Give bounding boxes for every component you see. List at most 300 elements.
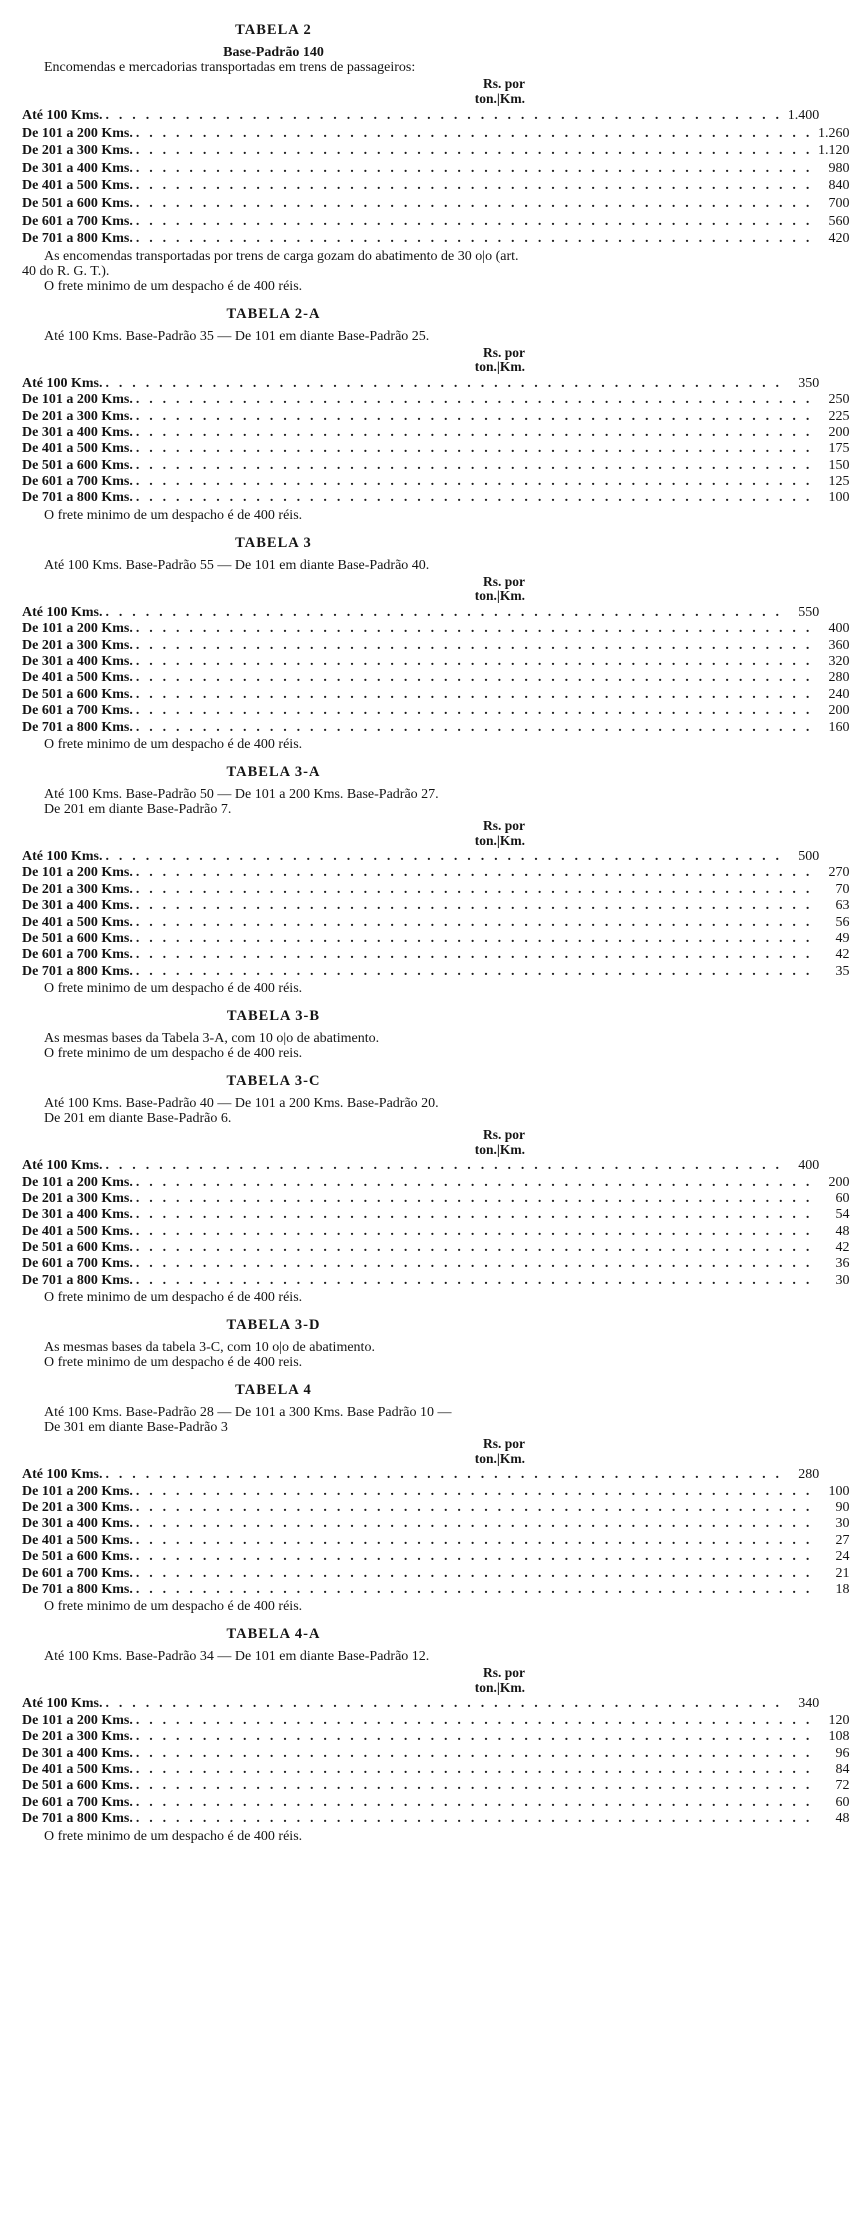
rate-row [22, 914, 850, 931]
intro-paragraph: De 201 em diante Base-Padrão 6. [44, 1111, 232, 1127]
dot-leader: . . . . . . . . . . . . . . . . . . . . . . . . . . . . . . . . . . . . . . . . . . . . . . . . . . . [135, 670, 813, 686]
distance-label: De 301 a 400 Kms. [22, 1516, 133, 1532]
rate-value: 1.120 [818, 143, 850, 159]
rate-header-line: Rs. por [482, 1436, 525, 1452]
rate-row [22, 947, 850, 963]
rate-row [22, 392, 850, 408]
rate-row [22, 1532, 850, 1549]
distance-label: De 201 a 300 Kms. [22, 408, 133, 424]
rate-row [22, 1712, 850, 1729]
dot-leader: . . . . . . . . . . . . . . . . . . . . . . . . . . . . . . . . . . . . . . . . . . . . . . . . . . . [135, 457, 813, 473]
distance-label: De 401 a 500 Kms. [22, 178, 133, 194]
rate-row [22, 865, 850, 881]
rate-row [22, 474, 850, 490]
rate-value: 280 [798, 1467, 820, 1483]
distance-label: De 701 a 800 Kms. [22, 231, 133, 247]
dot-leader: . . . . . . . . . . . . . . . . . . . . . . . . . . . . . . . . . . . . . . . . . . . . . . . . . . . [135, 654, 813, 670]
rate-value: 18 [835, 1581, 850, 1597]
dot-leader: . . . . . . . . . . . . . . . . . . . . . . . . . . . . . . . . . . . . . . . . . . . . . . . . . . . [135, 686, 813, 702]
rate-row [22, 1158, 820, 1174]
rate-value: 96 [835, 1745, 850, 1761]
rate-value: 350 [798, 375, 820, 391]
rate-row [22, 1190, 850, 1207]
dot-leader: . . . . . . . . . . . . . . . . . . . . . . . . . . . . . . . . . . . . . . . . . . . . . . . . . . . [135, 178, 813, 194]
rate-column-header [22, 1437, 525, 1466]
rate-value: 36 [835, 1256, 850, 1272]
dot-leader: . . . . . . . . . . . . . . . . . . . . . . . . . . . . . . . . . . . . . . . . . . . . . . . . . . . [135, 703, 813, 719]
rate-value: 280 [828, 670, 850, 686]
rate-value: 270 [828, 865, 850, 881]
rate-value: 700 [828, 195, 850, 211]
distance-label: De 301 a 400 Kms. [22, 160, 133, 176]
rate-column-header [22, 575, 525, 604]
table-title: TABELA 4-A [226, 1626, 321, 1643]
rate-value: 160 [828, 719, 850, 735]
dot-leader: . . . . . . . . . . . . . . . . . . . . . . . . . . . . . . . . . . . . . . . . . . . . . . . . . . . [135, 1500, 813, 1516]
rate-value: 200 [828, 424, 850, 440]
intro-paragraph: Até 100 Kms. Base-Padrão 34 — De 101 em diante Base-Padrão 12. [44, 1649, 430, 1665]
distance-label: De 501 a 600 Kms. [22, 195, 133, 211]
dot-leader: . . . . . . . . . . . . . . . . . . . . . . . . . . . . . . . . . . . . . . . . . . . . . . . . . . . [105, 1467, 783, 1483]
rate-value: 500 [798, 849, 820, 864]
footnote: O frete minimo de um despacho é de 400 réis. [44, 981, 303, 997]
dot-leader: . . . . . . . . . . . . . . . . . . . . . . . . . . . . . . . . . . . . . . . . . . . . . . . . . . . [135, 1549, 813, 1565]
intro-paragraph: Até 100 Kms. Base-Padrão 35 — De 101 em diante Base-Padrão 25. [44, 328, 430, 344]
distance-label: De 201 a 300 Kms. [22, 143, 133, 159]
rate-value: 240 [828, 686, 850, 702]
distance-label: De 701 a 800 Kms. [22, 1811, 133, 1827]
rate-value: 550 [798, 604, 820, 620]
dot-leader: . . . . . . . . . . . . . . . . . . . . . . . . . . . . . . . . . . . . . . . . . . . . . . . . . . . [135, 1745, 813, 1761]
table-title: TABELA 3-D [226, 1317, 321, 1334]
rate-value: 200 [828, 703, 850, 719]
dot-leader: . . . . . . . . . . . . . . . . . . . . . . . . . . . . . . . . . . . . . . . . . . . . . . . . . . . [105, 1158, 783, 1174]
distance-label: De 401 a 500 Kms. [22, 1761, 133, 1777]
rate-header-line: Rs. por [482, 573, 525, 589]
rate-row [22, 703, 850, 719]
dot-leader: . . . . . . . . . . . . . . . . . . . . . . . . . . . . . . . . . . . . . . . . . . . . . . . . . . . [135, 1532, 813, 1548]
footnote: O frete minimo de um despacho é de 400 réis. [44, 507, 303, 523]
rate-value: 360 [828, 637, 850, 653]
rate-row [22, 1745, 850, 1762]
rate-row [22, 1761, 850, 1778]
distance-label: De 301 a 400 Kms. [22, 654, 133, 670]
intro-paragraph: De 201 em diante Base-Padrão 7. [44, 802, 232, 817]
distance-label: De 301 a 400 Kms. [22, 1207, 133, 1223]
rate-value: 27 [835, 1532, 850, 1548]
dot-leader: . . . . . . . . . . . . . . . . . . . . . . . . . . . . . . . . . . . . . . . . . . . . . . . . . . . [135, 1207, 813, 1223]
dot-leader: . . . . . . . . . . . . . . . . . . . . . . . . . . . . . . . . . . . . . . . . . . . . . . . . . . . [135, 125, 813, 141]
rate-row [22, 1207, 850, 1223]
rate-value: 175 [828, 441, 850, 457]
dot-leader: . . . . . . . . . . . . . . . . . . . . . . . . . . . . . . . . . . . . . . . . . . . . . . . . . . . [135, 1778, 813, 1794]
distance-label: De 601 a 700 Kms. [22, 947, 133, 963]
rate-value: 30 [835, 1516, 850, 1532]
rate-column-header [22, 1128, 525, 1157]
rate-row [22, 1696, 820, 1712]
table-title: TABELA 3 [235, 534, 312, 551]
distance-label: De 501 a 600 Kms. [22, 1778, 133, 1794]
rate-value: 840 [828, 178, 850, 194]
rate-row [22, 441, 850, 457]
rate-header-line: ton.|Km. [474, 1679, 525, 1695]
rate-row [22, 424, 850, 441]
distance-label: De 401 a 500 Kms. [22, 914, 133, 930]
table-section [22, 764, 850, 997]
distance-label: De 201 a 300 Kms. [22, 1729, 133, 1745]
rate-row [22, 1729, 850, 1745]
rate-header-line: Rs. por [482, 344, 525, 360]
footnote: O frete minimo de um despacho é de 400 réis. [44, 1290, 303, 1306]
rate-value: 24 [835, 1549, 850, 1565]
distance-label: De 101 a 200 Kms. [22, 392, 133, 408]
distance-label: De 601 a 700 Kms. [22, 474, 133, 490]
distance-label: De 501 a 600 Kms. [22, 457, 133, 473]
intro-paragraph: As mesmas bases da Tabela 3-A, com 10 o|o de abatimento. [44, 1031, 380, 1047]
rate-row [22, 457, 850, 474]
footnote: O frete minimo de um despacho é de 400 réis. [44, 1828, 303, 1844]
rate-row [22, 1272, 850, 1289]
rate-value: 225 [828, 408, 850, 424]
dot-leader: . . . . . . . . . . . . . . . . . . . . . . . . . . . . . . . . . . . . . . . . . . . . . . . . . . . [135, 1223, 813, 1239]
dot-leader: . . . . . . . . . . . . . . . . . . . . . . . . . . . . . . . . . . . . . . . . . . . . . . . . . . . [135, 143, 813, 159]
dot-leader: . . . . . . . . . . . . . . . . . . . . . . . . . . . . . . . . . . . . . . . . . . . . . . . . . . . [135, 1190, 813, 1206]
rate-row [22, 1565, 850, 1582]
dot-leader: . . . . . . . . . . . . . . . . . . . . . . . . . . . . . . . . . . . . . . . . . . . . . . . . . . . [135, 424, 813, 440]
distance-label: De 601 a 700 Kms. [22, 1794, 133, 1810]
rate-row [22, 1581, 850, 1598]
distance-label: Até 100 Kms. [22, 1158, 103, 1174]
dot-leader: . . . . . . . . . . . . . . . . . . . . . . . . . . . . . . . . . . . . . . . . . . . . . . . . . . . [135, 947, 813, 963]
rate-header-line: ton.|Km. [474, 832, 525, 848]
dot-leader: . . . . . . . . . . . . . . . . . . . . . . . . . . . . . . . . . . . . . . . . . . . . . . . . . . . [135, 1483, 813, 1499]
dot-leader: . . . . . . . . . . . . . . . . . . . . . . . . . . . . . . . . . . . . . . . . . . . . . . . . . . . [135, 1240, 813, 1256]
table-section [22, 22, 850, 294]
intro-paragraph: Base-Padrão 140 [223, 45, 324, 60]
rate-column-header [22, 1666, 525, 1695]
rate-rows [22, 375, 850, 507]
dot-leader: . . . . . . . . . . . . . . . . . . . . . . . . . . . . . . . . . . . . . . . . . . . . . . . . . . . [105, 375, 783, 391]
table-title: TABELA 3-C [226, 1073, 321, 1090]
distance-label: De 701 a 800 Kms. [22, 963, 133, 979]
rate-value: 70 [835, 881, 850, 897]
rate-header-line: ton.|Km. [474, 90, 525, 106]
rate-row [22, 213, 850, 231]
distance-label: De 201 a 300 Kms. [22, 637, 133, 653]
notes-block [22, 1290, 525, 1305]
dot-leader: . . . . . . . . . . . . . . . . . . . . . . . . . . . . . . . . . . . . . . . . . . . . . . . . . . . [135, 865, 813, 881]
rate-row [22, 490, 850, 506]
rate-value: 49 [835, 930, 850, 946]
table-section [22, 305, 850, 523]
dot-leader: . . . . . . . . . . . . . . . . . . . . . . . . . . . . . . . . . . . . . . . . . . . . . . . . . . . [135, 213, 813, 229]
rate-row [22, 230, 850, 248]
distance-label: De 501 a 600 Kms. [22, 1549, 133, 1565]
rate-rows [22, 1467, 850, 1598]
distance-label: De 201 a 300 Kms. [22, 1190, 133, 1206]
distance-label: De 101 a 200 Kms. [22, 1174, 133, 1190]
rate-value: 42 [835, 1240, 850, 1256]
dot-leader: . . . . . . . . . . . . . . . . . . . . . . . . . . . . . . . . . . . . . . . . . . . . . . . . . . . [135, 231, 813, 247]
dot-leader: . . . . . . . . . . . . . . . . . . . . . . . . . . . . . . . . . . . . . . . . . . . . . . . . . . . [105, 108, 783, 123]
dot-leader: . . . . . . . . . . . . . . . . . . . . . . . . . . . . . . . . . . . . . . . . . . . . . . . . . . . [135, 392, 813, 408]
notes-block [22, 981, 525, 996]
table-section [22, 1073, 850, 1306]
rate-value: 90 [835, 1500, 850, 1516]
rate-row [22, 177, 850, 195]
footnote: O frete minimo de um despacho é de 400 réis. [44, 1599, 303, 1615]
distance-label: De 701 a 800 Kms. [22, 1272, 133, 1288]
rate-value: 35 [835, 963, 850, 979]
table-title: TABELA 4 [235, 1382, 312, 1399]
distance-label: Até 100 Kms. [22, 108, 103, 123]
rate-row [22, 930, 850, 947]
rate-row [22, 1256, 850, 1272]
dot-leader: . . . . . . . . . . . . . . . . . . . . . . . . . . . . . . . . . . . . . . . . . . . . . . . . . . . [135, 719, 813, 735]
table-section [22, 1626, 850, 1844]
rate-value: 21 [835, 1565, 850, 1581]
notes-block [22, 249, 525, 294]
intro-paragraph: O frete minimo de um despacho é de 400 reis. [44, 1355, 303, 1371]
table-title: TABELA 3-B [226, 1008, 321, 1025]
dot-leader: . . . . . . . . . . . . . . . . . . . . . . . . . . . . . . . . . . . . . . . . . . . . . . . . . . . [135, 160, 813, 176]
rate-row [22, 621, 850, 637]
intro-paragraph: Até 100 Kms. Base-Padrão 28 — De 101 a 300 Kms. Base Padrão 10 — [44, 1405, 452, 1421]
rate-value: 84 [835, 1761, 850, 1777]
rate-value: 60 [835, 1190, 850, 1206]
distance-label: De 301 a 400 Kms. [22, 1745, 133, 1761]
intro-paragraph: Até 100 Kms. Base-Padrão 40 — De 101 a 200 Kms. Base-Padrão 20. [44, 1096, 439, 1112]
rate-row [22, 1549, 850, 1565]
dot-leader: . . . . . . . . . . . . . . . . . . . . . . . . . . . . . . . . . . . . . . . . . . . . . . . . . . . [135, 195, 813, 211]
rate-rows [22, 849, 850, 980]
distance-label: De 601 a 700 Kms. [22, 1256, 133, 1272]
table-section [22, 1382, 850, 1615]
rate-header-line: Rs. por [482, 818, 525, 833]
rate-row [22, 1811, 850, 1827]
distance-label: De 701 a 800 Kms. [22, 490, 133, 506]
dot-leader: . . . . . . . . . . . . . . . . . . . . . . . . . . . . . . . . . . . . . . . . . . . . . . . . . . . [135, 881, 813, 897]
rate-value: 30 [835, 1272, 850, 1288]
dot-leader: . . . . . . . . . . . . . . . . . . . . . . . . . . . . . . . . . . . . . . . . . . . . . . . . . . . [135, 1794, 813, 1810]
rate-header-line: Rs. por [482, 76, 525, 91]
distance-label: De 401 a 500 Kms. [22, 1223, 133, 1239]
rate-row [22, 195, 850, 213]
intro-paragraph: O frete minimo de um despacho é de 400 reis. [44, 1046, 303, 1062]
table-title: TABELA 3-A [226, 764, 321, 780]
distance-label: Até 100 Kms. [22, 1696, 103, 1712]
dot-leader: . . . . . . . . . . . . . . . . . . . . . . . . . . . . . . . . . . . . . . . . . . . . . . . . . . . [135, 898, 813, 914]
dot-leader: . . . . . . . . . . . . . . . . . . . . . . . . . . . . . . . . . . . . . . . . . . . . . . . . . . . [105, 849, 783, 864]
dot-leader: . . . . . . . . . . . . . . . . . . . . . . . . . . . . . . . . . . . . . . . . . . . . . . . . . . . [135, 621, 813, 637]
rate-row [22, 1223, 850, 1240]
distance-label: Até 100 Kms. [22, 375, 103, 391]
distance-label: De 601 a 700 Kms. [22, 1565, 133, 1581]
rate-row [22, 1240, 850, 1256]
rate-value: 48 [835, 1811, 850, 1827]
dot-leader: . . . . . . . . . . . . . . . . . . . . . . . . . . . . . . . . . . . . . . . . . . . . . . . . . . . [135, 1729, 813, 1745]
rate-value: 54 [835, 1207, 850, 1223]
rate-column-header [22, 346, 525, 375]
distance-label: Até 100 Kms. [22, 849, 103, 864]
dot-leader: . . . . . . . . . . . . . . . . . . . . . . . . . . . . . . . . . . . . . . . . . . . . . . . . . . . [135, 1712, 813, 1728]
rate-row [22, 1794, 850, 1811]
rate-rows [22, 107, 850, 248]
dot-leader: . . . . . . . . . . . . . . . . . . . . . . . . . . . . . . . . . . . . . . . . . . . . . . . . . . . [135, 1761, 813, 1777]
footnote: As encomendas transportadas por trens de carga gozam do abatimento de 30 o|o (art. 40 do R. G. T.). [22, 248, 519, 279]
rate-value: 1.400 [787, 108, 820, 123]
rate-value: 63 [835, 898, 850, 914]
rate-row [22, 142, 850, 160]
footnote: O frete minimo de um despacho é de 400 réis. [44, 278, 303, 294]
notes-block [22, 737, 525, 752]
rate-value: 250 [828, 392, 850, 408]
rate-value: 420 [828, 231, 850, 247]
rate-value: 560 [828, 213, 850, 229]
dot-leader: . . . . . . . . . . . . . . . . . . . . . . . . . . . . . . . . . . . . . . . . . . . . . . . . . . . [135, 1811, 813, 1827]
intro-paragraph: Até 100 Kms. Base-Padrão 50 — De 101 a 200 Kms. Base-Padrão 27. [44, 787, 439, 802]
notes-block [22, 1599, 525, 1614]
dot-leader: . . . . . . . . . . . . . . . . . . . . . . . . . . . . . . . . . . . . . . . . . . . . . . . . . . . [105, 1696, 783, 1712]
distance-label: Até 100 Kms. [22, 1467, 103, 1483]
dot-leader: . . . . . . . . . . . . . . . . . . . . . . . . . . . . . . . . . . . . . . . . . . . . . . . . . . . [135, 441, 813, 457]
rate-row [22, 107, 820, 125]
distance-label: De 101 a 200 Kms. [22, 1483, 133, 1499]
dot-leader: . . . . . . . . . . . . . . . . . . . . . . . . . . . . . . . . . . . . . . . . . . . . . . . . . . . [135, 1272, 813, 1288]
rate-row [22, 849, 820, 865]
rate-row [22, 670, 850, 686]
rate-value: 56 [835, 914, 850, 930]
rate-rows [22, 1158, 850, 1289]
rate-value: 320 [828, 654, 850, 670]
dot-leader: . . . . . . . . . . . . . . . . . . . . . . . . . . . . . . . . . . . . . . . . . . . . . . . . . . . [135, 1256, 813, 1272]
rate-row [22, 125, 850, 143]
rate-row [22, 1483, 850, 1500]
dot-leader: . . . . . . . . . . . . . . . . . . . . . . . . . . . . . . . . . . . . . . . . . . . . . . . . . . . [135, 1581, 813, 1597]
distance-label: De 301 a 400 Kms. [22, 424, 133, 440]
dot-leader: . . . . . . . . . . . . . . . . . . . . . . . . . . . . . . . . . . . . . . . . . . . . . . . . . . . [135, 930, 813, 946]
rate-value: 200 [828, 1174, 850, 1190]
rate-row [22, 637, 850, 654]
rate-row [22, 408, 850, 425]
distance-label: De 501 a 600 Kms. [22, 1240, 133, 1256]
rate-row [22, 1174, 850, 1191]
distance-label: De 301 a 400 Kms. [22, 898, 133, 914]
rate-row [22, 898, 850, 914]
dot-leader: . . . . . . . . . . . . . . . . . . . . . . . . . . . . . . . . . . . . . . . . . . . . . . . . . . . [135, 963, 813, 979]
distance-label: De 201 a 300 Kms. [22, 1500, 133, 1516]
rate-row [22, 604, 820, 621]
rate-value: 100 [828, 490, 850, 506]
rate-row [22, 881, 850, 898]
distance-label: De 401 a 500 Kms. [22, 1532, 133, 1548]
rate-column-header [22, 77, 525, 106]
rate-column-header [22, 819, 525, 848]
rate-row [22, 719, 850, 736]
intro-paragraph: Encomendas e mercadorias transportadas em trens de passageiros: [44, 60, 416, 75]
dot-leader: . . . . . . . . . . . . . . . . . . . . . . . . . . . . . . . . . . . . . . . . . . . . . . . . . . . [135, 1516, 813, 1532]
rate-value: 400 [798, 1158, 820, 1174]
distance-label: De 501 a 600 Kms. [22, 930, 133, 946]
rate-row [22, 654, 850, 670]
rate-value: 125 [828, 474, 850, 490]
rate-value: 108 [828, 1729, 850, 1745]
rate-value: 42 [835, 947, 850, 963]
rate-value: 400 [828, 621, 850, 637]
rate-value: 72 [835, 1778, 850, 1794]
distance-label: De 401 a 500 Kms. [22, 441, 133, 457]
rate-row [22, 1778, 850, 1794]
distance-label: De 501 a 600 Kms. [22, 686, 133, 702]
rate-row [22, 160, 850, 178]
distance-label: Até 100 Kms. [22, 604, 103, 620]
rate-row [22, 1516, 850, 1532]
table-section [22, 1317, 525, 1370]
rate-value: 100 [828, 1483, 850, 1499]
rate-value: 340 [798, 1696, 820, 1712]
rate-value: 48 [835, 1223, 850, 1239]
distance-label: De 601 a 700 Kms. [22, 703, 133, 719]
dot-leader: . . . . . . . . . . . . . . . . . . . . . . . . . . . . . . . . . . . . . . . . . . . . . . . . . . . [135, 1174, 813, 1190]
distance-label: De 701 a 800 Kms. [22, 719, 133, 735]
rate-row [22, 1467, 820, 1483]
rate-header-line: Rs. por [482, 1127, 525, 1143]
dot-leader: . . . . . . . . . . . . . . . . . . . . . . . . . . . . . . . . . . . . . . . . . . . . . . . . . . . [135, 408, 813, 424]
rate-value: 1.260 [818, 125, 850, 141]
intro-paragraph: Até 100 Kms. Base-Padrão 55 — De 101 em diante Base-Padrão 40. [44, 557, 430, 573]
intro-paragraph: As mesmas bases da tabela 3-C, com 10 o|o de abatimento. [44, 1340, 375, 1356]
dot-leader: . . . . . . . . . . . . . . . . . . . . . . . . . . . . . . . . . . . . . . . . . . . . . . . . . . . [135, 914, 813, 930]
dot-leader: . . . . . . . . . . . . . . . . . . . . . . . . . . . . . . . . . . . . . . . . . . . . . . . . . . . [135, 474, 813, 490]
distance-label: De 401 a 500 Kms. [22, 670, 133, 686]
rate-rows [22, 604, 850, 736]
footnote: O frete minimo de um despacho é de 400 réis. [44, 737, 303, 752]
distance-label: De 101 a 200 Kms. [22, 1712, 133, 1728]
distance-label: De 601 a 700 Kms. [22, 213, 133, 229]
rate-value: 980 [828, 160, 850, 176]
table-title: TABELA 2-A [226, 305, 321, 322]
distance-label: De 101 a 200 Kms. [22, 125, 133, 141]
rate-header-line: Rs. por [482, 1665, 525, 1681]
distance-label: De 701 a 800 Kms. [22, 1581, 133, 1597]
intro-paragraph: De 301 em diante Base-Padrão 3 [44, 1420, 228, 1436]
rate-header-line: ton.|Km. [474, 1141, 525, 1157]
rate-row [22, 375, 820, 392]
rate-rows [22, 1696, 850, 1827]
rate-value: 150 [828, 457, 850, 473]
rate-value: 120 [828, 1712, 850, 1728]
notes-block [22, 1829, 525, 1844]
dot-leader: . . . . . . . . . . . . . . . . . . . . . . . . . . . . . . . . . . . . . . . . . . . . . . . . . . . [135, 490, 813, 506]
distance-label: De 101 a 200 Kms. [22, 621, 133, 637]
table-section [22, 1008, 525, 1061]
rate-row [22, 963, 850, 980]
distance-label: De 101 a 200 Kms. [22, 865, 133, 881]
rate-value: 60 [835, 1794, 850, 1810]
rate-header-line: ton.|Km. [474, 359, 525, 375]
distance-label: De 201 a 300 Kms. [22, 881, 133, 897]
rate-header-line: ton.|Km. [474, 1450, 525, 1466]
rate-row [22, 686, 850, 703]
rate-header-line: ton.|Km. [474, 588, 525, 604]
dot-leader: . . . . . . . . . . . . . . . . . . . . . . . . . . . . . . . . . . . . . . . . . . . . . . . . . . . [135, 637, 813, 653]
table-section [22, 534, 850, 752]
rate-row [22, 1500, 850, 1516]
dot-leader: . . . . . . . . . . . . . . . . . . . . . . . . . . . . . . . . . . . . . . . . . . . . . . . . . . . [135, 1565, 813, 1581]
table-title: TABELA 2 [235, 22, 312, 38]
notes-block [22, 508, 525, 523]
dot-leader: . . . . . . . . . . . . . . . . . . . . . . . . . . . . . . . . . . . . . . . . . . . . . . . . . . . [105, 604, 783, 620]
